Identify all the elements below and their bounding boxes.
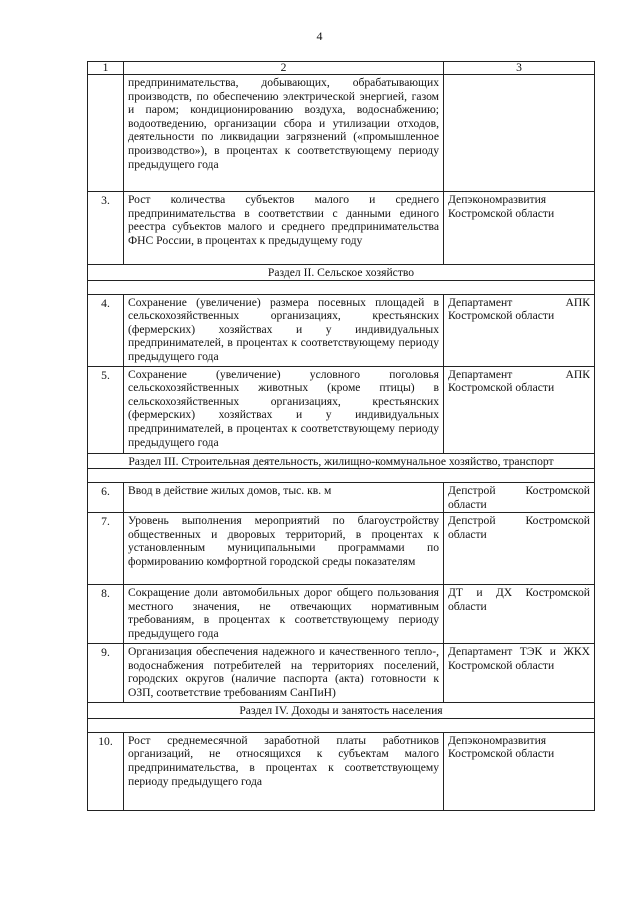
column-header-1: 1 — [88, 62, 124, 75]
indicator-text: Сохранение (увеличение) условного поголовья сельскохозяйственных животных (кроме птицы) в сельскохозяйственных организациях, крестьянских (фермерских) хозяйствах и у индивидуальных предпринимателей, в процентах к соответствующему периоду предыдущего года — [124, 366, 444, 453]
table-row — [88, 366, 595, 453]
row-number: 6. — [88, 483, 124, 513]
table-row — [88, 732, 595, 810]
indicator-text: предпринимательства, добывающих, обрабатывающих производств, по обеспечению электрической энергией, газом и паром; кондиционированию воздуха, водоснабжению; водоотведению, организации сбора и утилизации отходов, деятельности по ликвидации загрязнений («промышленное производство»), в процентах к соответствующему периоду предыдущего года — [124, 75, 444, 192]
indicator-text: Уровень выполнения мероприятий по благоустройству общественных и дворовых территорий, в процентах к установленным муниципальными программами по формированию комфортной городской среды показателям — [124, 513, 444, 585]
section-heading-row — [88, 453, 595, 469]
table-row — [88, 644, 595, 703]
responsible-body: Департамент АПК Костромской области — [444, 366, 595, 453]
row-number: 4. — [88, 294, 124, 366]
section-heading: Раздел IV. Доходы и занятость населения — [88, 703, 595, 719]
table-row — [88, 294, 595, 366]
row-number: 7. — [88, 513, 124, 585]
section-heading: Раздел III. Строительная деятельность, жилищно-коммунальное хозяйство, транспорт — [88, 453, 595, 469]
table-row — [88, 513, 595, 585]
row-number — [88, 75, 124, 192]
section-spacer-row — [88, 718, 595, 732]
responsible-body: Департамент ТЭК и ЖКХ Костромской области — [444, 644, 595, 703]
section-heading-row — [88, 265, 595, 281]
indicator-text: Ввод в действие жилых домов, тыс. кв. м — [124, 483, 444, 513]
responsible-body: Депэкономразвития Костромской области — [444, 732, 595, 810]
indicator-text: Организация обеспечения надежного и качественного тепло-, водоснабжения потребителей на территориях поселений, городских округов (наличие паспорта (акта) готовности к ОЗП, соответствие требованиям СанПиН) — [124, 644, 444, 703]
indicator-text: Рост среднемесячной заработной платы работников организаций, не относящихся к субъектам малого предпринимательства, в процентах к соответствующему периоду предыдущего года — [124, 732, 444, 810]
responsible-body: ДТ и ДХ Костромской области — [444, 585, 595, 644]
page-number: 4 — [316, 29, 323, 43]
responsible-body: Депстрой Костромской области — [444, 483, 595, 513]
table-row — [88, 585, 595, 644]
row-number: 9. — [88, 644, 124, 703]
row-number: 10. — [88, 732, 124, 810]
row-number: 8. — [88, 585, 124, 644]
section-spacer — [88, 718, 595, 732]
responsible-body: Департамент АПК Костромской области — [444, 294, 595, 366]
column-header-2: 2 — [124, 62, 444, 75]
section-spacer-row — [88, 280, 595, 294]
responsible-body — [444, 75, 595, 192]
row-number: 3. — [88, 192, 124, 265]
section-spacer — [88, 280, 595, 294]
indicator-text: Рост количества субъектов малого и среднего предпринимательства в соответствии с данными единого реестра субъектов малого и среднего предпринимательства ФНС России, в процентах к предыдущему году — [124, 192, 444, 265]
table-row — [88, 75, 595, 192]
indicator-text: Сохранение (увеличение) размера посевных площадей в сельскохозяйственных организациях, крестьянских (фермерских) хозяйствах и у индивидуальных предпринимателей, в процентах к соответствующему периоду предыдущего года — [124, 294, 444, 366]
indicator-text: Сокращение доли автомобильных дорог общего пользования местного значения, не отвечающих нормативным требованиям, в процентах к соответствующему периоду предыдущего года — [124, 585, 444, 644]
responsible-body: Депэкономразвития Костромской области — [444, 192, 595, 265]
column-header-3: 3 — [444, 62, 595, 75]
row-number: 5. — [88, 366, 124, 453]
responsible-body: Депстрой Костромской области — [444, 513, 595, 585]
section-spacer — [88, 469, 595, 483]
section-heading-row — [88, 703, 595, 719]
section-spacer-row — [88, 469, 595, 483]
table-row — [88, 483, 595, 513]
table-row — [88, 192, 595, 265]
indicators-table — [87, 61, 595, 811]
table-header-row — [88, 62, 595, 75]
section-heading: Раздел II. Сельское хозяйство — [88, 265, 595, 281]
